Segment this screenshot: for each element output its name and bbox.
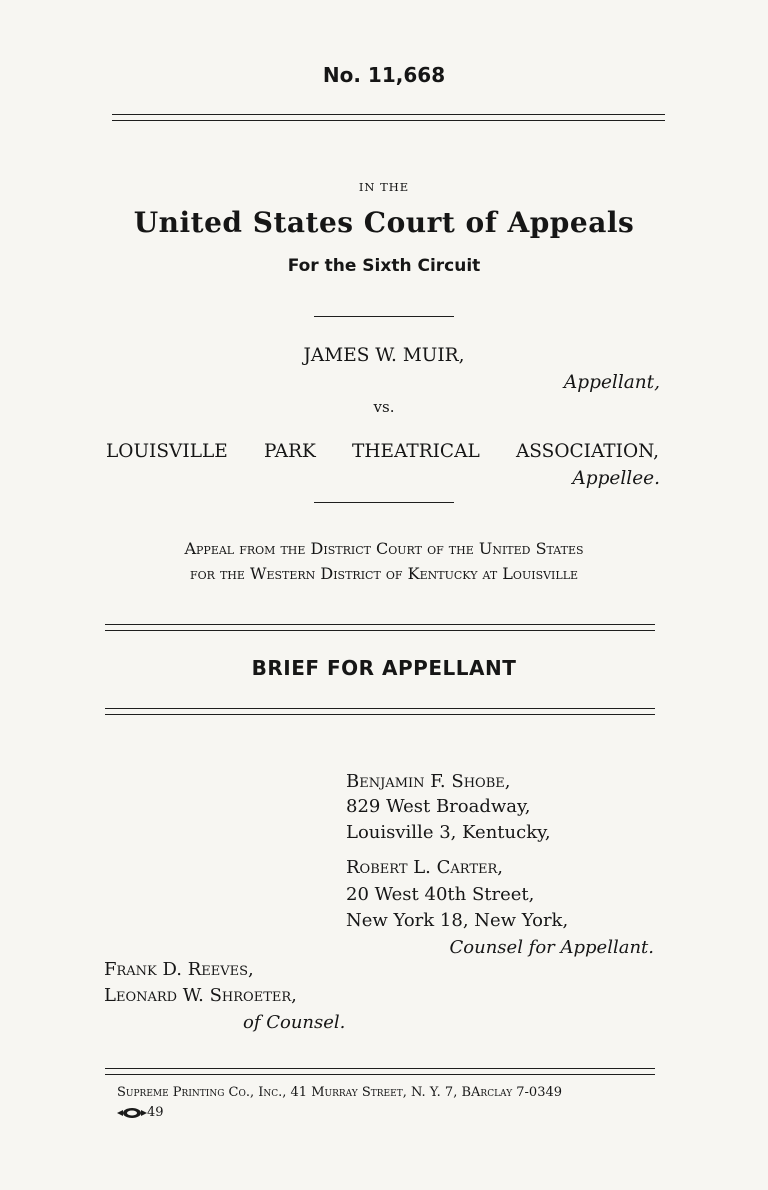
divider-rule: [112, 114, 665, 115]
appellant-role: Appellant,: [563, 372, 660, 393]
union-label: [117, 1105, 164, 1120]
attorney1-name: Benjamin F. Shobe,: [346, 771, 511, 792]
divider-rule: [105, 630, 655, 631]
of-counsel-name-2: Leonard W. Shroeter,: [104, 985, 297, 1006]
of-counsel-role: of Counsel.: [243, 1012, 346, 1033]
in-the-label: IN THE: [358, 180, 410, 194]
divider-rule: [112, 120, 665, 121]
divider-rule: [105, 714, 655, 715]
circuit-name: For the Sixth Circuit: [287, 256, 481, 276]
divider-rule: [105, 1068, 655, 1069]
versus-label: vs.: [373, 398, 395, 416]
union-bug-icon: [117, 1107, 147, 1119]
counsel-role: Counsel for Appellant.: [449, 937, 654, 958]
divider-rule: [105, 1074, 655, 1075]
attorney1-address1: 829 West Broadway,: [346, 796, 531, 817]
brief-title: BRIEF FOR APPELLANT: [251, 656, 517, 680]
printer-imprint: Supreme Printing Co., Inc., 41 Murray Street, N. Y. 7, BArclay 7-0349: [117, 1085, 563, 1100]
short-divider: [314, 316, 454, 317]
court-name: United States Court of Appeals: [133, 206, 635, 239]
union-number: 49: [147, 1105, 164, 1120]
attorney2-address2: New York 18, New York,: [346, 910, 569, 931]
attorney2-name: Robert L. Carter,: [346, 857, 503, 878]
docket-number: No. 11,668: [322, 63, 446, 87]
appellant-name: JAMES W. MUIR,: [303, 345, 465, 366]
attorney2-address1: 20 West 40th Street,: [346, 884, 535, 905]
appellee-role: Appellee.: [572, 468, 660, 489]
appeal-from-line2: for the Western District of Kentucky at Louisville: [189, 564, 579, 583]
appellee-name: LOUISVILLE PARK THEATRICAL ASSOCIATION,: [106, 441, 659, 462]
divider-rule: [105, 624, 655, 625]
of-counsel-name-1: Frank D. Reeves,: [104, 959, 254, 980]
short-divider: [314, 502, 454, 503]
attorney1-address2: Louisville 3, Kentucky,: [346, 822, 551, 843]
appeal-from-line1: Appeal from the District Court of the United States: [184, 539, 584, 558]
divider-rule: [105, 708, 655, 709]
